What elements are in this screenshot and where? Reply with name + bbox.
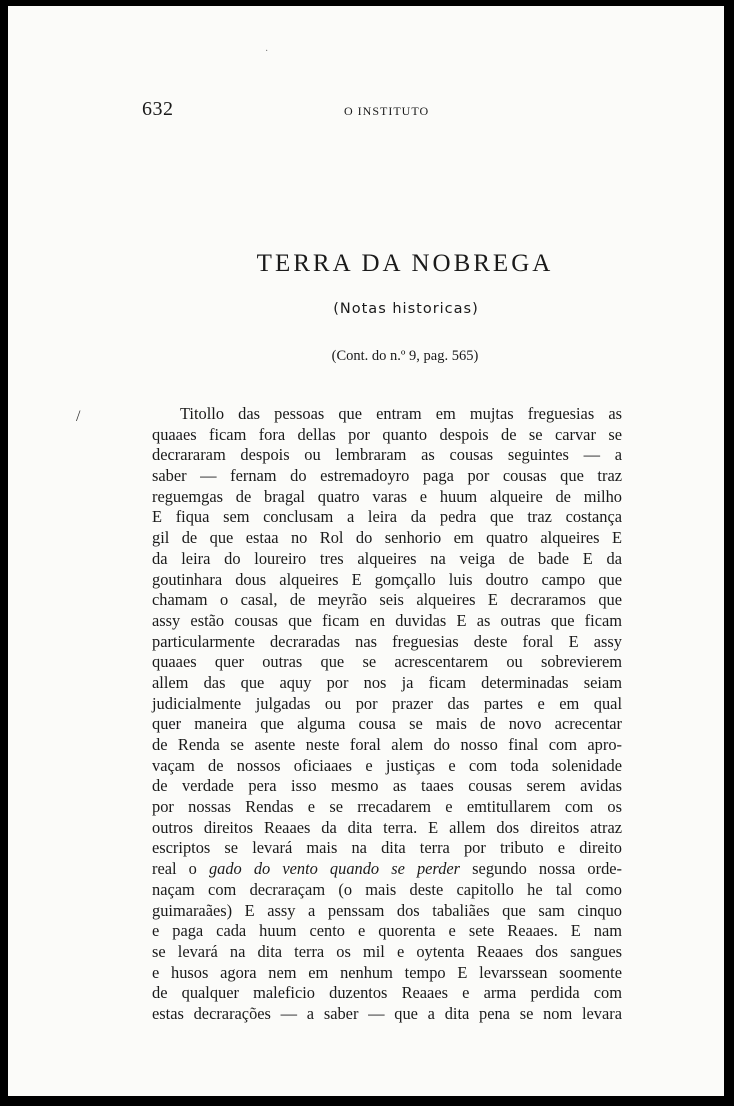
text-line: Titollo das pessoas que entram em mujtas freguesias as (180, 404, 622, 423)
text-line: decrararam despois ou lembraram as cousas seguintes — a (152, 445, 622, 465)
italic-phrase: gado do vento quando se perder (208, 859, 461, 879)
text-segment: segundo nossa orde- (460, 859, 622, 879)
text-line: guimaraães) E assy a penssam dos tabaliães que sam cinquo (152, 900, 622, 920)
text-line: goutinhara dous alqueires E gomçallo luis doutro campo que (152, 569, 622, 589)
text-line: de qualquer maleficio duzentos Reaaes e arma perdida com (152, 983, 622, 1003)
running-head (8, 98, 724, 122)
text-line: assy estão cousas que ficam en duvidas E as outras que ficam (152, 610, 622, 630)
text-line: allem das que aquy por nos ja ficam determinadas seiam (152, 672, 622, 692)
text-line: estas decrarações — a saber — que a dita pena se nom levara (152, 1003, 622, 1023)
text-line-italic-phrase (152, 859, 622, 880)
article-title: TERRA DA NOBREGA (256, 250, 554, 277)
text-line: por nossas Rendas e se rrecadarem e emtitullarem com os (152, 797, 622, 817)
text-segment: real o (152, 859, 209, 879)
text-line: e paga cada huum cento e quorenta e sete Reaaes. E nam (152, 921, 622, 941)
text-line: naçam com decraraçam (o mais deste capitollo he tal como (152, 879, 622, 899)
text-line: de verdade pera isso mesmo as taaes cousas serem avidas (152, 776, 622, 796)
text-line: E fiqua sem conclusam a leira da pedra que traz costança (152, 507, 622, 527)
text-line: saber — fernam do estremadoyro paga por cousas que traz (152, 466, 622, 486)
page-number: 632 (142, 98, 174, 120)
journal-name: O INSTITUTO (344, 104, 430, 118)
text-line: reguemgas de bragal quatro varas e huum alqueire de milho (152, 486, 622, 506)
text-line: chamam o casal, de meyrão seis alqueires E decraramos que (152, 590, 622, 610)
text-line: gil de que estaa no Rol do senhorio em quatro alqueires E (152, 528, 622, 548)
article-subtitle: (Notas historicas) (333, 301, 479, 317)
text-line: escriptos se levará mais na dita terra por tributo e direito (152, 838, 622, 858)
continuation-note: (Cont. do n.º 9, pag. 565) (331, 348, 479, 364)
text-line: quaaes quer outras que se acrescentarem ou sobrevierem (152, 652, 622, 672)
margin-mark: / (76, 408, 81, 425)
body-text (152, 404, 622, 1025)
text-line: se levará na dita terra os mil e oytenta Reaaes dos sangues (152, 941, 622, 961)
text-line: particularmente decraradas nas freguesias deste foral E assy (152, 631, 622, 651)
text-line: quer maneira que alguma cousa se mais de novo acrecentar (152, 714, 622, 734)
page-speck-decoration: · (265, 46, 269, 57)
text-line: e husos agora nem em nenhum tempo E levarssean soomente (152, 962, 622, 982)
text-line: quaaes ficam fora dellas por quanto despois de se carvar se (152, 424, 622, 444)
text-line: outros direitos Reaaes da dita terra. E allem dos direitos atraz (152, 817, 622, 837)
text-line: de Renda se asente neste foral alem do nosso final com apro- (152, 735, 622, 754)
book-page (8, 6, 724, 1096)
text-line: da leira do loureiro tres alqueires na veiga de bade E da (152, 548, 622, 568)
text-line: vaçam de nossos oficiaaes e justiças e com toda solenidade (152, 755, 622, 775)
text-line: judicialmente julgadas ou por prazer das partes e em qual (152, 693, 622, 713)
